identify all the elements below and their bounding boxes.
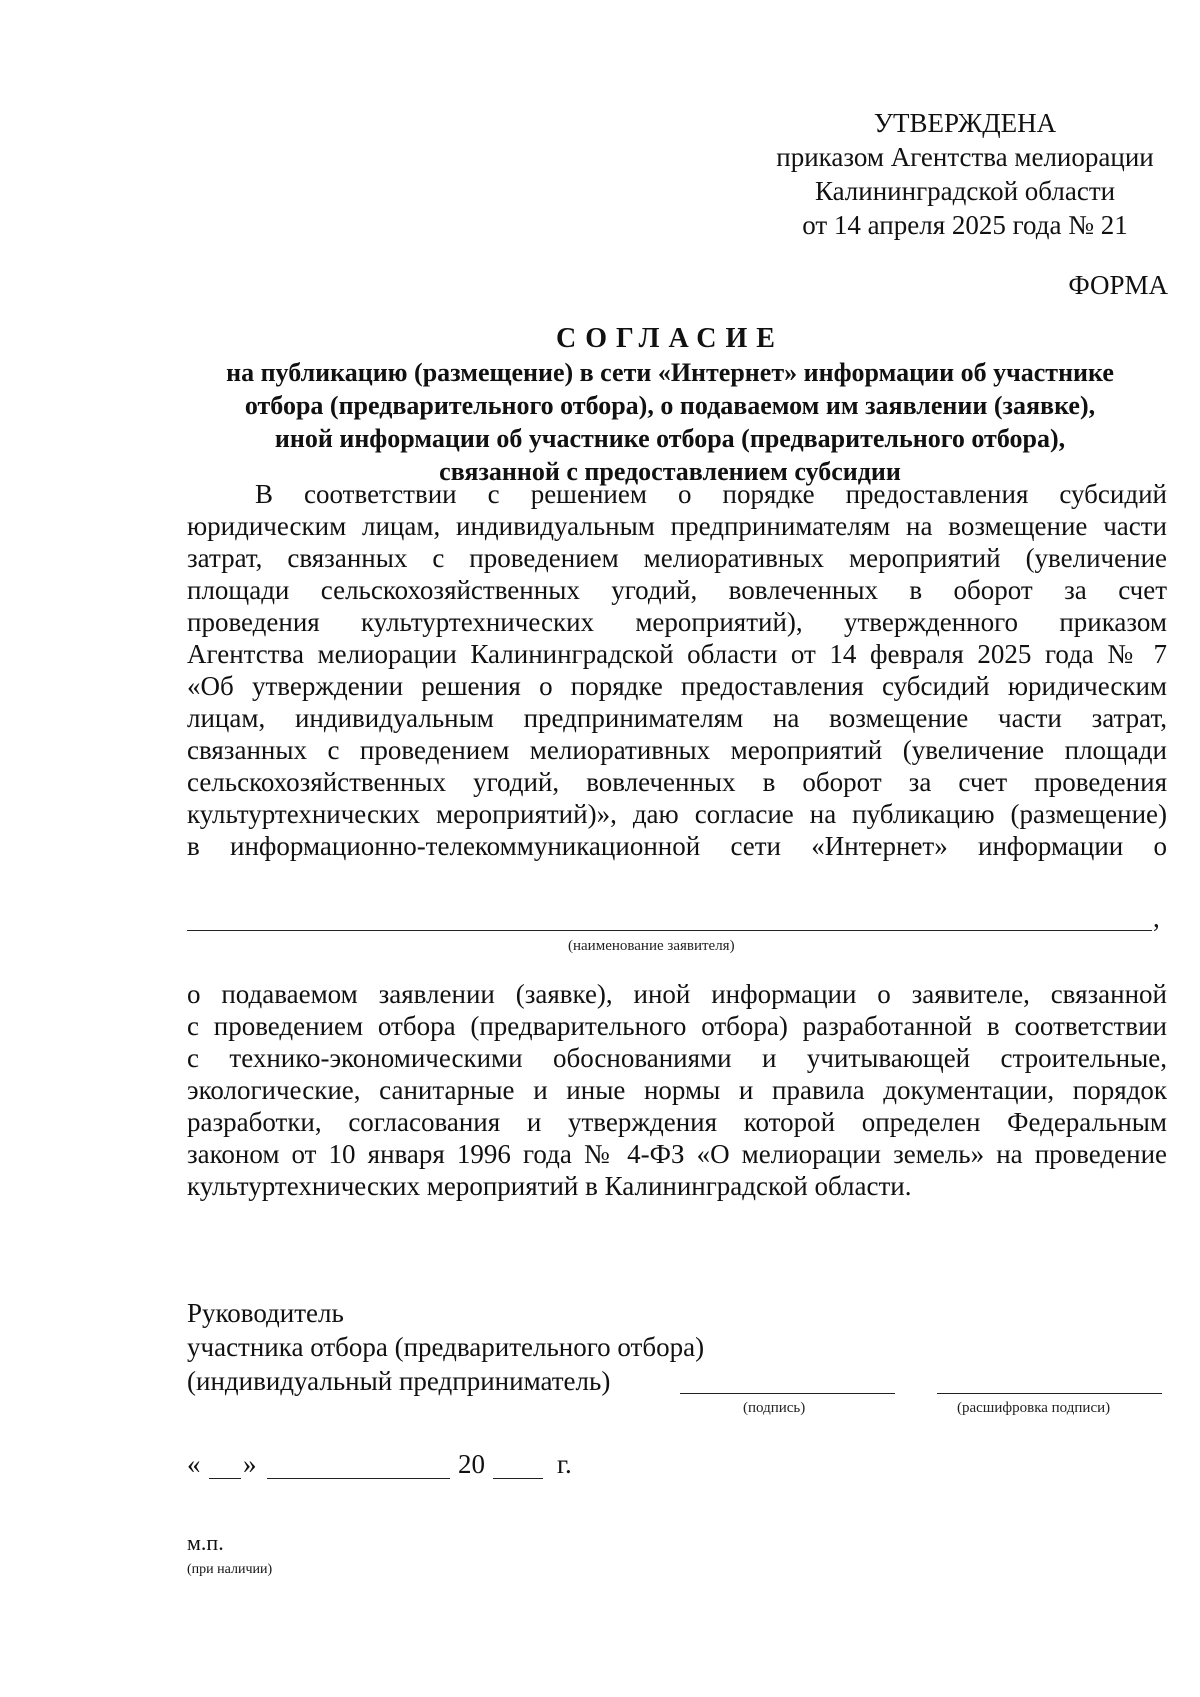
name-field-comma: ,	[1153, 903, 1160, 933]
date-open-quote: «	[187, 1449, 201, 1479]
subtitle-line: иной информации об участнике отбора (предварительного отбора),	[274, 424, 1066, 453]
month-field[interactable]	[267, 1478, 450, 1479]
paragraph-line: проведения культуртехнических мероприятий), утвержденного приказом	[187, 607, 1167, 637]
approval-heading: УТВЕРЖДЕНА	[873, 108, 1057, 138]
day-field[interactable]	[209, 1478, 241, 1479]
paragraph-line: сельскохозяйственных угодий, вовлеченных в оборот за счет проведения	[187, 767, 1167, 797]
signature-field[interactable]	[680, 1393, 895, 1394]
signatory-block	[187, 1296, 704, 1398]
paragraph-line: культуртехнических мероприятий в Калининградской области.	[187, 1171, 912, 1201]
paragraph-line: связанных с проведением мелиоративных мероприятий (увеличение площади	[187, 735, 1167, 765]
approval-block	[760, 106, 1170, 242]
applicant-name-caption: (наименование заявителя)	[568, 938, 735, 954]
stamp-label: м.п.	[187, 1530, 224, 1555]
document-subtitle	[130, 356, 1200, 488]
paragraph-line: в информационно-телекоммуникационной сети «Интернет» информации о	[187, 831, 1167, 861]
paragraph-line: В соответствии с решением о порядке предоставления субсидий	[255, 479, 1167, 509]
signature-decode-caption: (расшифровка подписи)	[957, 1400, 1111, 1416]
consent-paragraph	[187, 478, 1167, 862]
paragraph-line: культуртехнических мероприятий)», даю согласие на публикацию (размещение)	[187, 799, 1167, 829]
paragraph-line: с технико-экономическими обоснованиями и учитывающей строительные,	[187, 1043, 1167, 1073]
signatory-title: (индивидуальный предприниматель)	[187, 1366, 611, 1396]
form-label: ФОРМА	[1068, 270, 1168, 300]
approval-line: от 14 апреля 2025 года № 21	[802, 210, 1128, 240]
signatory-title: участника отбора (предварительного отбора)	[187, 1332, 705, 1362]
approval-line: Калининградской области	[814, 176, 1116, 206]
year-field[interactable]	[493, 1478, 543, 1479]
applicant-name-field[interactable]	[187, 930, 1152, 931]
approval-line: приказом Агентства мелиорации	[776, 142, 1154, 172]
paragraph-line: затрат, связанных с проведением мелиоративных мероприятий (увеличение	[187, 543, 1167, 573]
document-title: СОГЛАСИЕ	[556, 323, 784, 354]
stamp-note: (при наличии)	[187, 1562, 273, 1577]
date-row	[187, 1449, 687, 1483]
paragraph-line: юридическим лицам, индивидуальным предпринимателям на возмещение части	[187, 511, 1167, 541]
paragraph-line: экологические, санитарные и иные нормы и правила документации, порядок	[187, 1075, 1167, 1105]
consent-paragraph-continued	[187, 978, 1167, 1202]
paragraph-line: Агентства мелиорации Калининградской области от 14 февраля 2025 года № 7	[187, 639, 1167, 669]
paragraph-line: с проведением отбора (предварительного отбора) разработанной в соответствии	[187, 1011, 1167, 1041]
paragraph-line: площади сельскохозяйственных угодий, вовлеченных в оборот за счет	[187, 575, 1167, 605]
year-prefix: 20	[458, 1449, 485, 1479]
signature-decode-field[interactable]	[937, 1393, 1162, 1394]
paragraph-line: разработки, согласования и утверждения которой определен Федеральным	[187, 1107, 1167, 1137]
subtitle-line: связанной с предоставлением субсидии	[439, 457, 901, 486]
subtitle-line: на публикацию (размещение) в сети «Интернет» информации об участнике	[226, 358, 1114, 387]
year-suffix: г.	[557, 1449, 572, 1479]
paragraph-line: «Об утверждении решения о порядке предоставления субсидий юридическим	[187, 671, 1167, 701]
signatory-title: Руководитель	[187, 1298, 344, 1328]
paragraph-line: законом от 10 января 1996 года № 4-ФЗ «О мелиорации земель» на проведение	[187, 1139, 1167, 1169]
paragraph-line: о подаваемом заявлении (заявке), иной информации о заявителе, связанной	[187, 979, 1167, 1009]
date-close-quote: »	[243, 1449, 257, 1479]
subtitle-line: отбора (предварительного отбора), о подаваемом им заявлении (заявке),	[244, 391, 1096, 420]
paragraph-line: лицам, индивидуальным предпринимателям на возмещение части затрат,	[187, 703, 1167, 733]
signature-caption: (подпись)	[743, 1400, 806, 1416]
